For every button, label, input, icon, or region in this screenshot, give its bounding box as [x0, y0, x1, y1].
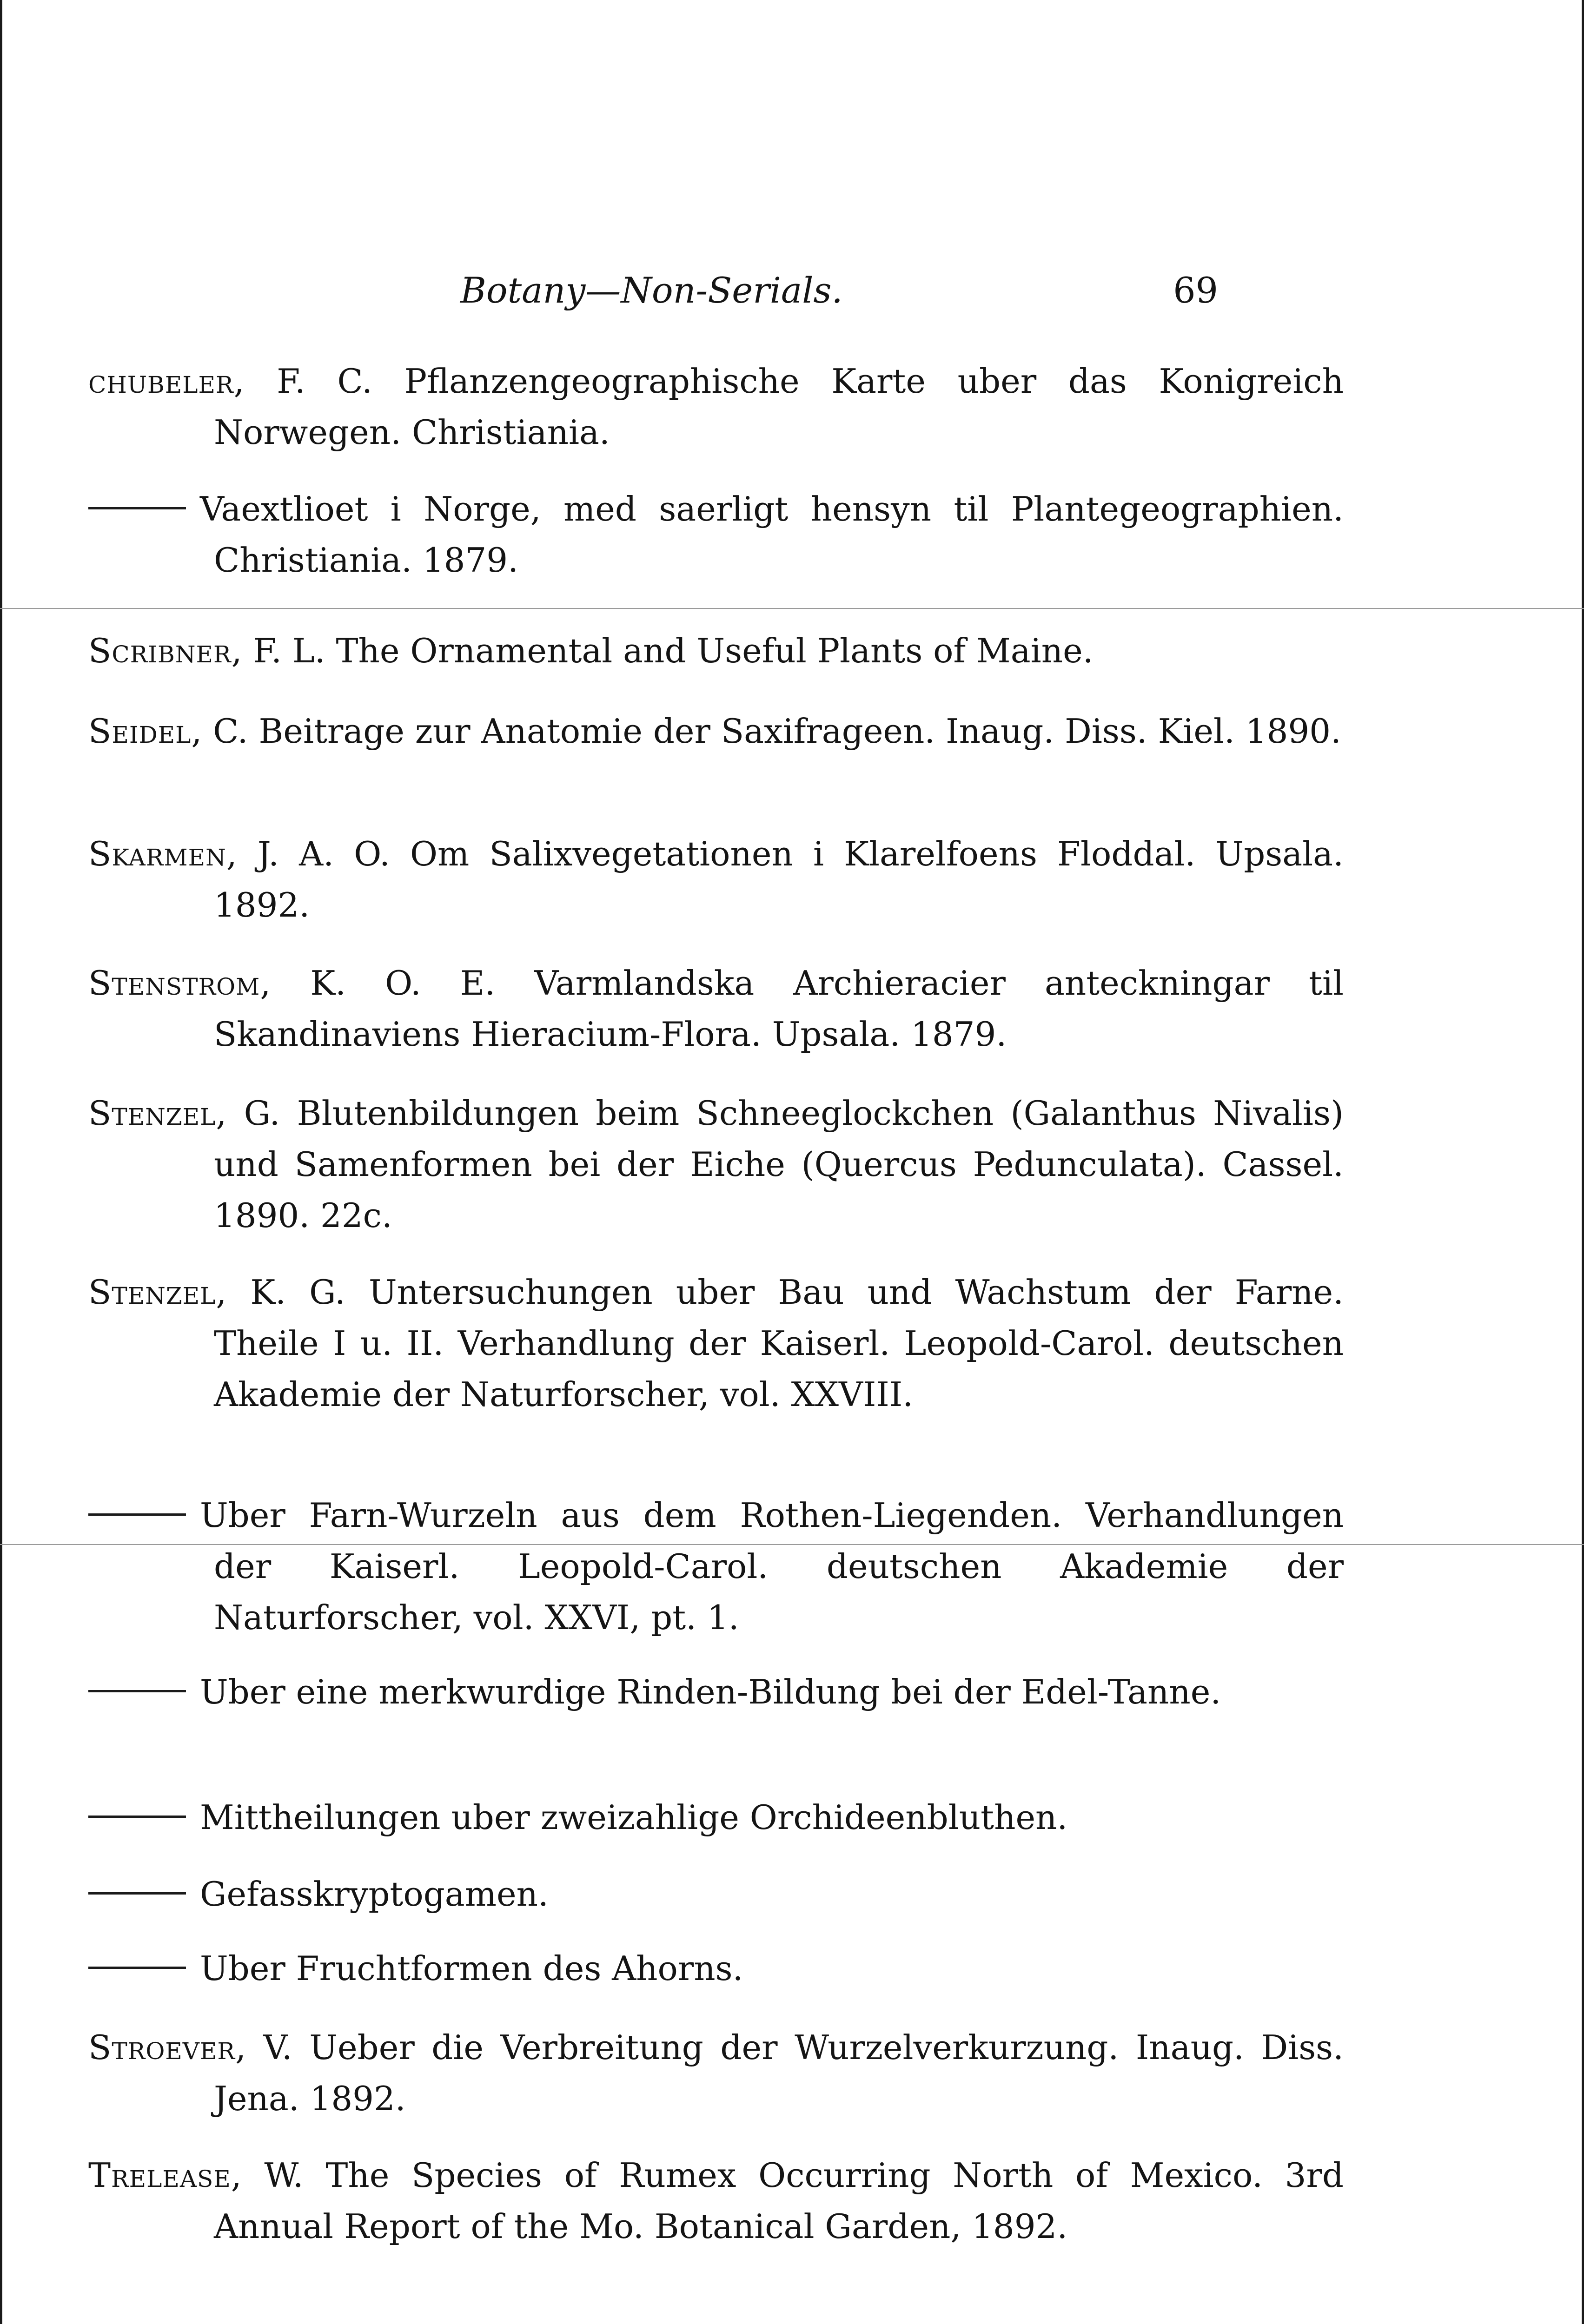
ditto-dash	[88, 507, 186, 509]
ditto-dash	[88, 1513, 186, 1516]
bibliography-entry	[88, 1666, 1344, 1717]
bibliography-entry	[88, 2022, 1344, 2124]
entry-text: F. L. The Ornamental and Useful Plants of Maine.	[253, 631, 1094, 670]
bibliography-entry	[88, 625, 1344, 676]
running-title: Botany—Non-Serials.	[460, 270, 843, 311]
ditto-dash	[88, 1967, 186, 1969]
page-right-border	[1582, 0, 1584, 2324]
bibliography-entry	[88, 1868, 1344, 1920]
entry-author: Skarmen,	[88, 834, 238, 873]
entry-author: Stroever,	[88, 2028, 246, 2067]
bibliography-entry	[88, 1943, 1344, 1994]
page-left-border	[0, 0, 2, 2324]
entry-text: Uber Fruchtformen des Ahorns.	[200, 1949, 743, 1988]
entry-author: Scribner,	[88, 631, 243, 670]
entry-text: F. C. Pflanzengeographische Karte uber das Konigreich Norwegen. Christiania.	[214, 362, 1344, 452]
entry-text: Uber eine merkwurdige Rinden-Bildung bei der Edel-Tanne.	[200, 1672, 1221, 1711]
entry-text: G. Blutenbildungen beim Schneeglockchen (Galanthus Nivalis) und Samenformen bei der Eiche (Quercus Pedunculata). Cassel. 1890. 22c.	[214, 1094, 1344, 1235]
ditto-dash	[88, 1690, 186, 1692]
bibliography-entry	[88, 1267, 1344, 1420]
entry-text: V. Ueber die Verbreitung der Wurzelverkurzung. Inaug. Diss. Jena. 1892.	[214, 2028, 1344, 2118]
ditto-dash	[88, 1892, 186, 1895]
entry-author: Stenzel,	[88, 1273, 227, 1312]
entry-text: K. G. Untersuchungen uber Bau und Wachstum der Farne. Theile I u. II. Verhandlung der Kaiserl. Leopold-Carol. deutschen Akademie der Naturforscher, vol. XXVIII.	[214, 1273, 1344, 1414]
entry-text: J. A. O. Om Salixvegetationen i Klarelfoens Floddal. Upsala. 1892.	[214, 834, 1344, 924]
bibliography-entry	[88, 828, 1344, 931]
entry-text: C. Beitrage zur Anatomie der Saxifrageen. Inaug. Diss. Kiel. 1890.	[213, 712, 1341, 751]
entry-text: Gefasskryptogamen.	[200, 1875, 549, 1914]
entry-author: Seidel,	[88, 712, 203, 751]
bibliography-entry	[88, 356, 1344, 458]
entry-text: Vaextlioet i Norge, med saerligt hensyn til Plantegeographien. Christiania. 1879.	[200, 489, 1344, 580]
bibliography-entry	[88, 1490, 1344, 1643]
bibliography-entry	[88, 1088, 1344, 1241]
bibliography-entry	[88, 1792, 1344, 1843]
entry-text: Mittheilungen uber zweizahlige Orchideenbluthen.	[200, 1798, 1068, 1837]
bibliography-entry	[88, 2150, 1344, 2252]
bibliography-entry	[88, 706, 1344, 757]
entry-author: Trelease,	[88, 2156, 242, 2195]
entry-text: W. The Species of Rumex Occurring North of Mexico. 3rd Annual Report of the Mo. Botanical Garden, 1892.	[214, 2156, 1344, 2246]
scan-fold-line	[0, 608, 1584, 609]
page-number: 69	[1173, 270, 1218, 311]
bibliography-entry	[88, 483, 1344, 586]
entry-text: Uber Farn-Wurzeln aus dem Rothen-Liegenden. Verhandlungen der Kaiserl. Leopold-Carol. deutschen Akademie der Naturforscher, vol. XXVI, pt. 1.	[200, 1496, 1344, 1637]
entry-author: Stenzel,	[88, 1094, 227, 1133]
bibliography-entry	[88, 957, 1344, 1060]
running-header	[88, 265, 1218, 316]
entry-text: K. O. E. Varmlandska Archieracier anteckningar til Skandinaviens Hieracium-Flora. Upsala. 1879.	[214, 964, 1344, 1054]
entry-author: Stenstrom,	[88, 964, 272, 1003]
entry-author: chubeler,	[88, 362, 245, 401]
ditto-dash	[88, 1816, 186, 1818]
